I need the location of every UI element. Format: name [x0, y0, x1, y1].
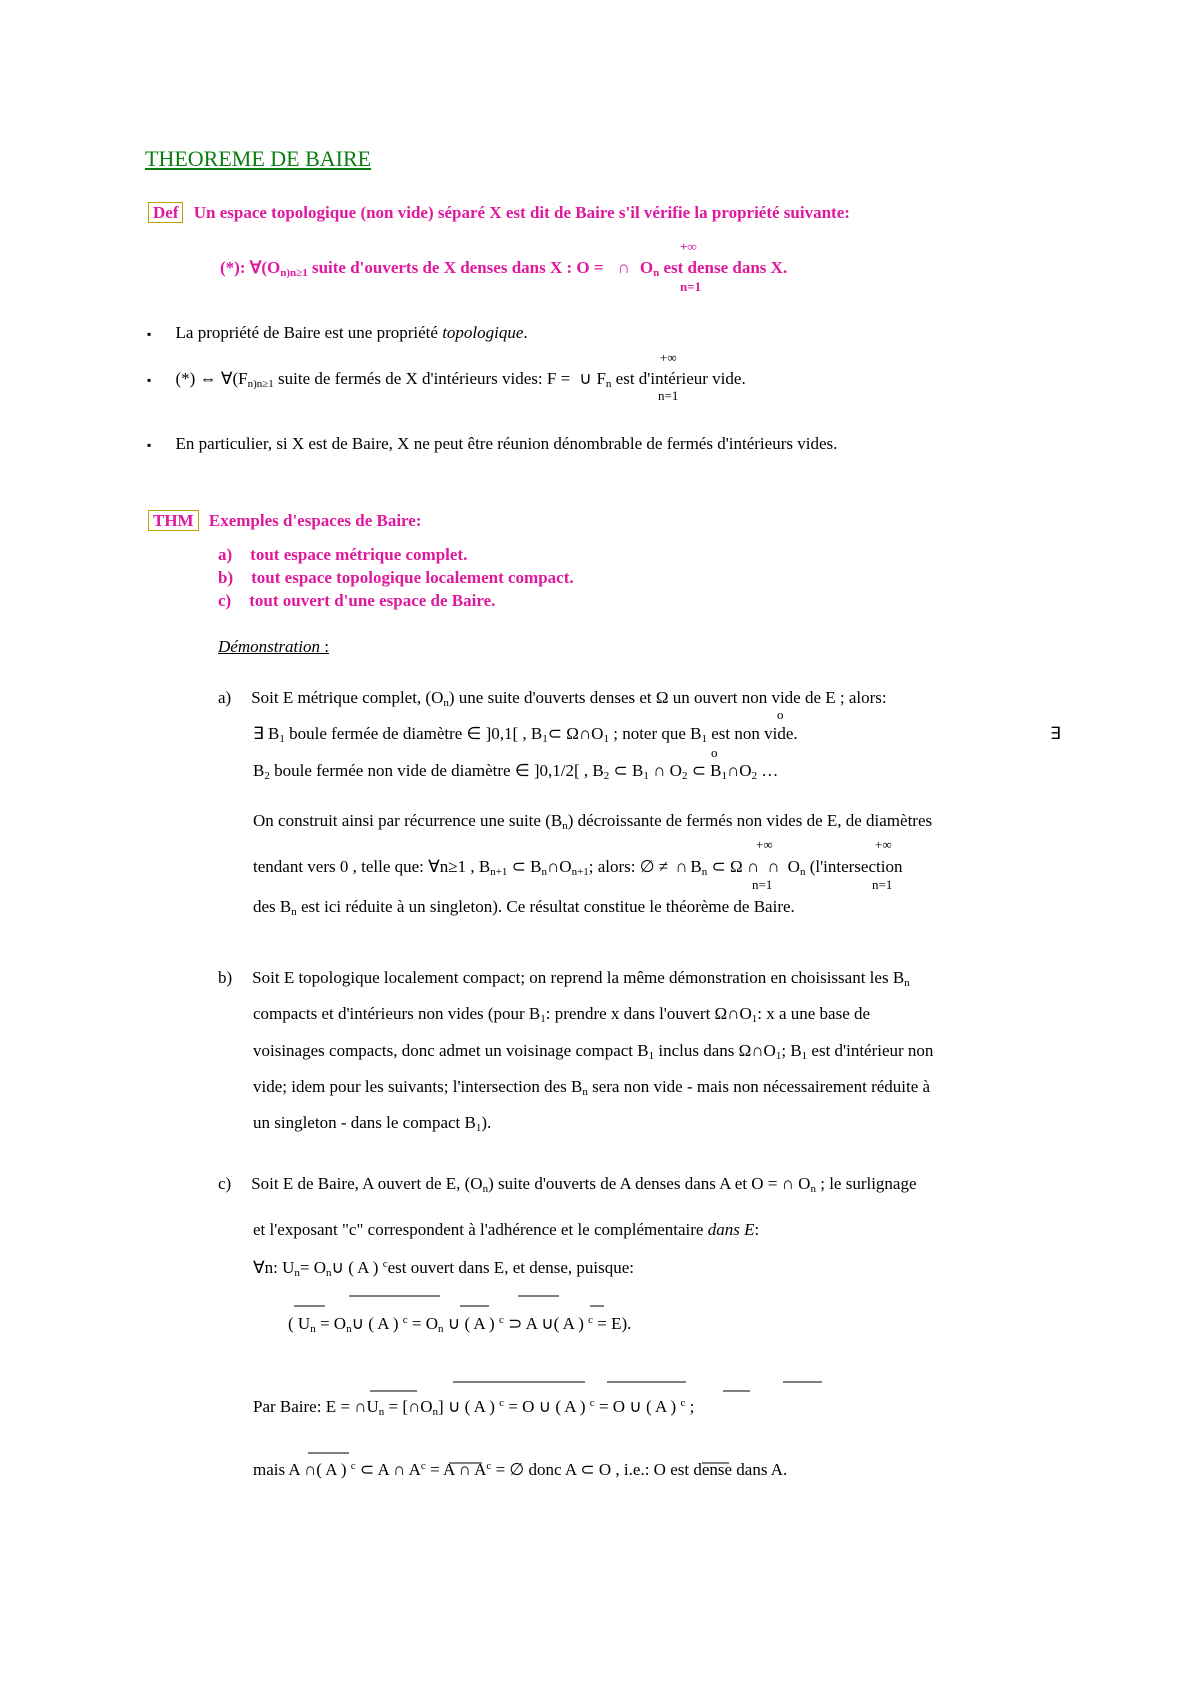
def-limit-upper: +∞ [680, 239, 697, 254]
a-l1b: ) une suite d'ouverts denses et Ω un ouvert non vide de E ; alors: [448, 688, 887, 707]
c-l5e: = O ∪ ( A ) [594, 1397, 681, 1416]
a-l2e: est non vide. [707, 724, 798, 743]
sup-c: c [498, 1314, 504, 1326]
sub-1: 1 [775, 1050, 782, 1062]
def-tag: Def [148, 202, 183, 223]
sub-1: 1 [751, 1013, 758, 1025]
sub-n: n [291, 906, 297, 918]
sup-c: c [680, 1397, 686, 1409]
sub-n: n [541, 866, 547, 878]
prop-sub: n [280, 267, 287, 279]
b-l3b: inclus dans Ω∩O [654, 1041, 776, 1060]
c-l4e: ∪ ( A ) [443, 1314, 499, 1333]
a-l5d: ; alors: ∅ ≠ [588, 857, 673, 876]
a-limit-upper-2: +∞ [875, 837, 892, 852]
bullet-2-mid: suite de fermés de X d'intérieurs vides: F = [273, 369, 575, 388]
a-l5b: ⊂ B [507, 857, 542, 876]
sub-n: n [438, 1323, 444, 1335]
thm-item-text: tout espace topologique localement compact. [251, 568, 574, 587]
sub-n: n [378, 1406, 385, 1418]
sup-c: c [402, 1314, 408, 1326]
exists-symbol: ∃ [1050, 724, 1061, 743]
bullet-icon: ▪ [147, 327, 152, 341]
a-l4b: ) décroissante de fermés non vides de E, de diamètres [567, 811, 933, 830]
a-l5f: (l'intersection [805, 857, 903, 876]
cap-symbol: ∩ [767, 857, 780, 876]
a-l6: des B [253, 897, 292, 916]
sub-n: n [326, 1267, 332, 1279]
sub-2: 2 [681, 770, 688, 782]
sub-n: n [443, 697, 449, 709]
c-l4d: = O [407, 1314, 439, 1333]
sub-n1: n+1 [571, 866, 589, 878]
thm-item-key: c) [218, 591, 232, 610]
prop-On-sub: n [653, 267, 660, 279]
thm-item-key: b) [218, 568, 234, 587]
interior-mark-2: o [711, 745, 718, 760]
bullet-2-end: est d'intérieur vide. [611, 369, 746, 388]
bullet-icon: ▪ [147, 373, 152, 387]
a-l4: On construit ainsi par récurrence une suite (B [253, 811, 563, 830]
part-c-key: c) [218, 1174, 232, 1193]
bullet-1-text: La propriété de Baire est une propriété [175, 323, 443, 342]
bullet-2: ▪ (*) ⇔ $\forall(F_{n)n\ge 1}$ suite de fermés de X d'intérieurs vides: F = ∪ $F_n$ est d'intérieur vide. [147, 369, 746, 390]
page-title: THEOREME DE BAIRE [145, 146, 372, 171]
def-limit-lower: n=1 [680, 279, 702, 294]
a-l3: B [253, 761, 265, 780]
cap-symbol: ∩ [617, 258, 630, 277]
a-l1: Soit E métrique complet, (O [251, 688, 444, 707]
c-l5d: = O ∪ ( A ) [504, 1397, 590, 1416]
sub-1: 1 [603, 733, 609, 745]
a-l2c: ⊂ Ω∩O [547, 724, 604, 743]
prop-label: (*): ∀(O [220, 258, 281, 277]
c-l3d: est ouvert dans E, et dense, puisque: [387, 1258, 635, 1277]
c-l6c: = A ∩ A [425, 1460, 487, 1479]
sub-n: n [799, 866, 806, 878]
bullet-2-sub: n [247, 378, 254, 390]
bullet-2-F-sub: n [605, 378, 612, 390]
sup-c: c [589, 1397, 595, 1409]
part-a-key: a) [218, 688, 232, 707]
sub-1: 1 [475, 1122, 482, 1134]
prop-end: est dense dans X. [659, 258, 788, 277]
thm-item-text: tout ouvert d'une espace de Baire. [249, 591, 496, 610]
cup-symbol: ∪ [579, 369, 592, 388]
bullet-2-pre: (*) ⇔ ∀(F [175, 369, 248, 388]
sup-c: c [350, 1460, 356, 1472]
sub-1: 1 [701, 733, 708, 745]
prop-text: suite d'ouverts de X denses dans X : O = [307, 258, 608, 277]
a-l3b: boule fermée non vide de diamètre ∈ ]0,1/2[ , B [269, 761, 604, 780]
sup-c: c [499, 1397, 505, 1409]
c-l5c: ] ∪ ( A ) [438, 1397, 500, 1416]
sub-n: n [346, 1323, 352, 1335]
sub-n: n [310, 1323, 316, 1335]
c-l4f: ⊃ A ∪( A ) [503, 1314, 589, 1333]
bullet-1-em: topologique [442, 323, 524, 342]
def-text: Un espace topologique (non vide) séparé X est dit de Baire s'il vérifie la propriété suivante: [193, 203, 850, 222]
b-l1: Soit E topologique localement compact; on reprend la même démonstration en choisissant les B [252, 968, 905, 987]
b-l5b: ). [481, 1113, 492, 1132]
a-l6b: est ici réduite à un singleton). Ce résultat constitue le théorème de Baire. [296, 897, 795, 916]
prop-sub-ge: )n≥1 [286, 267, 308, 279]
sub-n: n [701, 866, 708, 878]
b-l2c: : x a une base de [757, 1004, 871, 1023]
c-l3b: = O [299, 1258, 327, 1277]
c-l1: Soit E de Baire, A ouvert de E, (O [251, 1174, 483, 1193]
a-l2b: boule fermée de diamètre ∈ ]0,1[ , B [284, 724, 543, 743]
a-l3c: ⊂ B [609, 761, 644, 780]
a-l2d: ; noter que B [608, 724, 702, 743]
part-a-line-5: tendant vers 0 , telle que: ∀n≥1 , $B_{n+1}$ ⊂ $B_n\cap O_{n+1}$; alors: ∅ ≠ ∩ $B_n$ ⊂ Ω ∩ ∩ $O_n$ (l'intersection [253, 857, 903, 878]
c-l2-em: dans E [707, 1220, 755, 1239]
a-l2: ∃ B [253, 724, 280, 743]
demo-label: Démonstration [218, 637, 320, 656]
c-l2: et l'exposant "c" correspondent à l'adhérence et le complémentaire [253, 1220, 708, 1239]
b-l2b: : prendre x dans l'ouvert Ω∩O [545, 1004, 752, 1023]
demo-heading: Démonstration : [218, 637, 329, 656]
sub-1: 1 [542, 733, 548, 745]
c-l5f: ; [685, 1397, 695, 1416]
c-l4c: ∪ ( A ) [351, 1314, 403, 1333]
bullet-3-text: En particulier, si X est de Baire, X ne peut être réunion dénombrable de fermés d'intérieurs vides. [175, 434, 838, 453]
c-l4g: = E). [593, 1314, 632, 1333]
sub-1: 1 [801, 1050, 808, 1062]
prop-On: O [639, 258, 654, 277]
a-l5: tendant vers 0 , telle que: ∀n≥1 , B [253, 857, 491, 876]
a-l3e: ⊂ B [687, 761, 722, 780]
thm-head: Exemples d'espaces de Baire: [208, 511, 422, 530]
sub-2: 2 [603, 770, 610, 782]
bullet-2-limit-upper: +∞ [660, 350, 677, 365]
sub-n: n [582, 1086, 588, 1098]
sub-n: n [482, 1183, 489, 1195]
bullet-2-limit-lower: n=1 [658, 388, 679, 403]
c-l5b: = [∩O [384, 1397, 433, 1416]
sub-1: 1 [643, 770, 649, 782]
interior-mark-1: o [777, 707, 784, 722]
sub-1: 1 [279, 733, 285, 745]
c-l6d: = ∅ donc A ⊂ O , i.e.: O est dense dans A. [491, 1460, 788, 1479]
c-l1c: ; le surlignage [815, 1174, 917, 1193]
sub-n: n [432, 1406, 439, 1418]
sub-n: n [562, 820, 568, 832]
a-l3f: ∩O [727, 761, 752, 780]
c-l3c: ∪ ( A ) [331, 1258, 383, 1277]
thm-tag: THM [148, 510, 199, 531]
sub-2: 2 [751, 770, 758, 782]
a-l5e: ⊂ Ω ∩ [707, 857, 764, 876]
c-l5: Par Baire: E = ∩U [253, 1397, 379, 1416]
b-l3d: est d'intérieur non [807, 1041, 934, 1060]
sub-n: n [904, 977, 910, 989]
bullet-1-end: . [523, 323, 528, 342]
sup-c: c [420, 1460, 426, 1472]
c-l1b: ) suite d'ouverts de A denses dans A et O = ∩ O [488, 1174, 811, 1193]
sub-2: 2 [264, 770, 270, 782]
a-limit-lower-2: n=1 [872, 877, 893, 892]
sub-n1: n+1 [490, 866, 508, 878]
c-l2-end: : [754, 1220, 760, 1239]
c-l6b: ⊂ A ∩ A [355, 1460, 421, 1479]
a-limit-upper-1: +∞ [756, 837, 773, 852]
sub-1: 1 [648, 1050, 655, 1062]
a-l3d: ∩ O [648, 761, 682, 780]
c-l6: mais A ∩( A ) [253, 1460, 351, 1479]
sub-n: n [294, 1267, 300, 1279]
thm-item-key: a) [218, 545, 233, 564]
bullet-2-sub-ge: )n≥1 [253, 378, 274, 390]
c-l3: ∀n: U [253, 1258, 295, 1277]
sub-n: n [810, 1183, 816, 1195]
b-l4: vide; idem pour les suivants; l'intersection des B [253, 1077, 583, 1096]
thm-item-text: tout espace métrique complet. [250, 545, 468, 564]
cap-symbol: ∩ [675, 857, 688, 876]
bullet-icon: ▪ [147, 438, 152, 452]
b-l3: voisinages compacts, donc admet un voisinage compact B [253, 1041, 649, 1060]
b-l4b: sera non vide - mais non nécessairement réduite à [587, 1077, 931, 1096]
b-l2: compacts et d'intérieurs non vides (pour B [253, 1004, 541, 1023]
c-l4b: = O [315, 1314, 347, 1333]
b-l3c: ; B [781, 1041, 802, 1060]
a-l5c: ∩O [547, 857, 572, 876]
sub-1: 1 [721, 770, 728, 782]
b-l5: un singleton - dans le compact B [253, 1113, 476, 1132]
sup-c: c [382, 1258, 388, 1270]
c-l4: ( U [288, 1314, 311, 1333]
a-l3g: … [757, 761, 779, 780]
sub-1: 1 [540, 1013, 546, 1025]
part-b-key: b) [218, 968, 233, 987]
a-limit-lower-1: n=1 [752, 877, 773, 892]
sup-c: c [588, 1314, 594, 1326]
sup-c: c [486, 1460, 492, 1472]
